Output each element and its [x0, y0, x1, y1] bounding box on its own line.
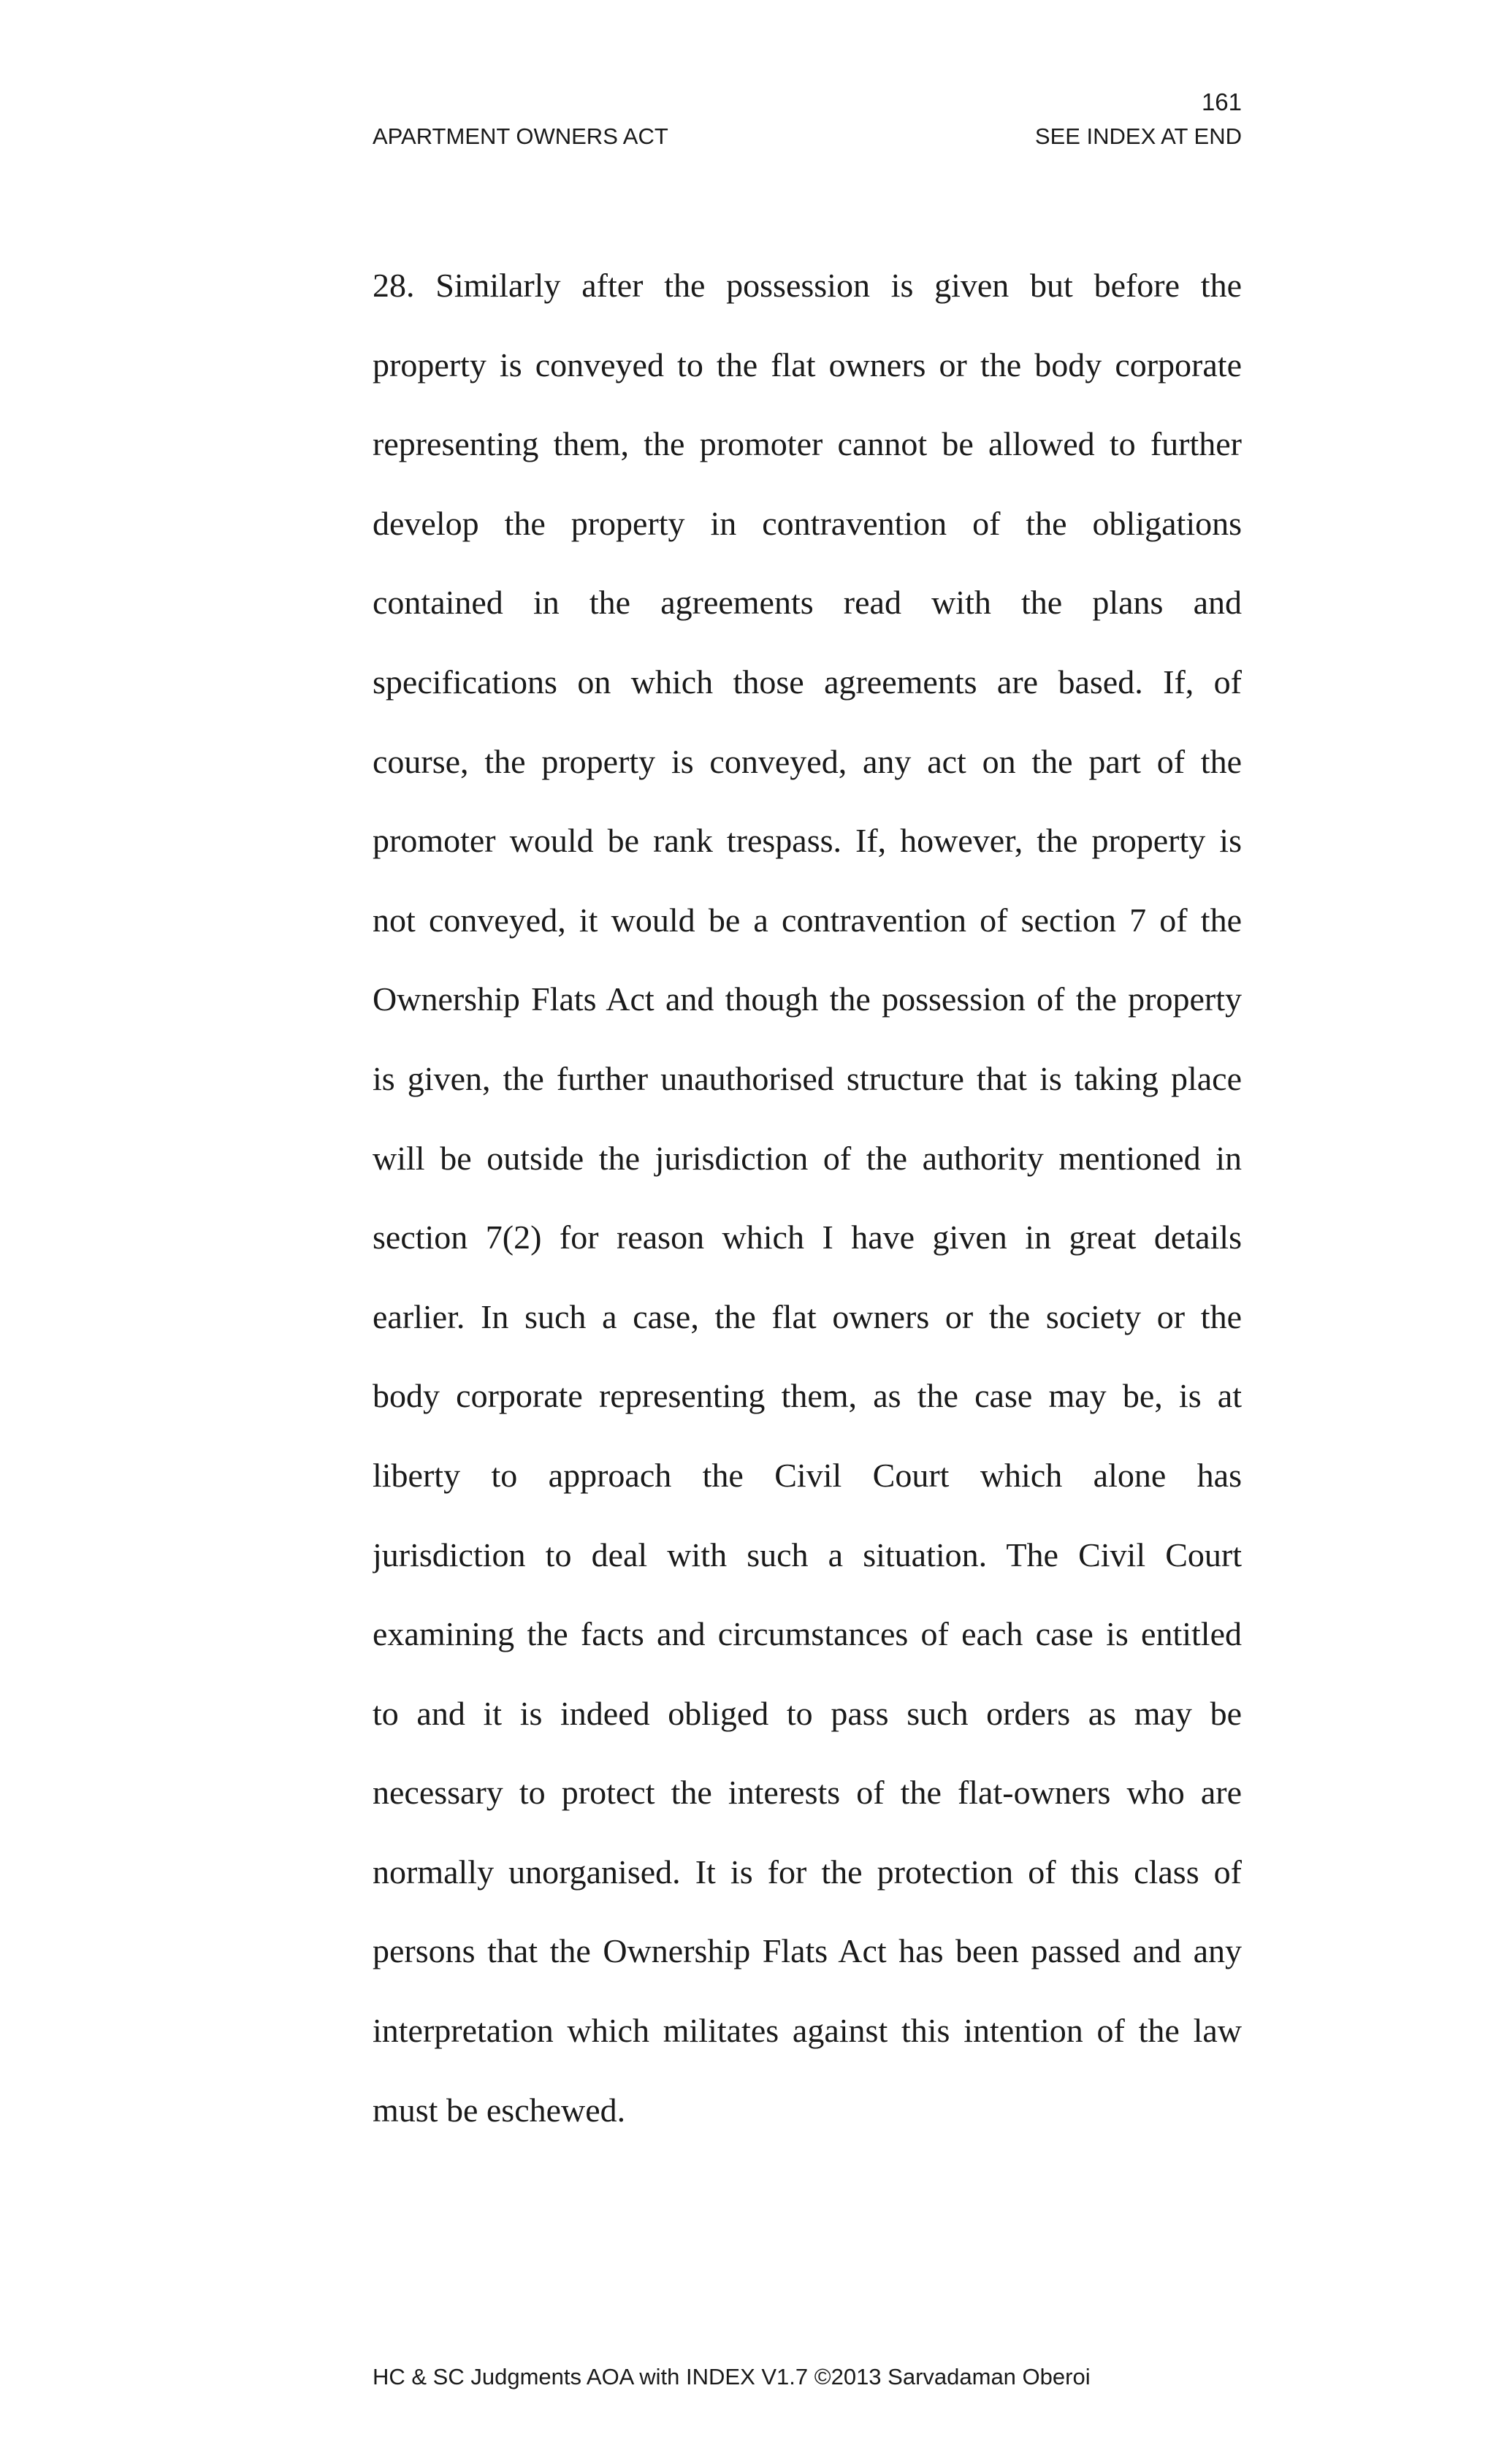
- paragraph-line: necessary to protect the interests of the flat-owners who are: [373, 1774, 1242, 1812]
- paragraph-line: course, the property is conveyed, any act on the part of the: [373, 742, 1242, 780]
- running-header-title: APARTMENT OWNERS ACT: [373, 123, 668, 149]
- paragraph-line: jurisdiction to deal with such a situation. The Civil Court: [373, 1536, 1242, 1574]
- paragraph-line: section 7(2) for reason which I have given in great details: [373, 1218, 1242, 1256]
- paragraph-line: develop the property in contravention of the obligations: [373, 504, 1242, 542]
- running-header-index-note: SEE INDEX AT END: [1034, 123, 1242, 149]
- paragraph-line: property is conveyed to the flat owners or the body corporate: [373, 346, 1242, 384]
- paragraph-line: body corporate representing them, as the case may be, is at: [373, 1377, 1242, 1415]
- paragraph-line: not conveyed, it would be a contravention of section 7 of the: [373, 901, 1242, 939]
- page-number: 161: [1201, 88, 1242, 115]
- paragraph-line: normally unorganised. It is for the protection of this class of: [373, 1853, 1242, 1891]
- paragraph-line: 28. Similarly after the possession is given but before the: [373, 267, 1242, 304]
- paragraph-line: promoter would be rank trespass. If, however, the property is: [373, 822, 1242, 860]
- paragraph-line: liberty to approach the Civil Court which alone has: [373, 1456, 1242, 1494]
- paragraph-line: specifications on which those agreements are based. If, of: [373, 663, 1242, 701]
- paragraph-line: persons that the Ownership Flats Act has been passed and any: [373, 1932, 1242, 1970]
- paragraph-line: will be outside the jurisdiction of the authority mentioned in: [373, 1139, 1242, 1177]
- paragraph-line: to and it is indeed obliged to pass such orders as may be: [373, 1694, 1242, 1732]
- paragraph-line: examining the facts and circumstances of each case is entitled: [373, 1615, 1242, 1653]
- paragraph-line: must be eschewed.: [373, 2091, 626, 2129]
- page-footer: HC & SC Judgments AOA with INDEX V1.7 ©2013 Sarvadaman Oberoi: [373, 2364, 1091, 2389]
- paragraph-28: [373, 260, 1242, 2164]
- paragraph-line: Ownership Flats Act and though the possession of the property: [373, 980, 1242, 1018]
- paragraph-line: representing them, the promoter cannot be allowed to further: [373, 425, 1242, 463]
- paragraph-line: earlier. In such a case, the flat owners or the society or the: [373, 1297, 1242, 1335]
- paragraph-line: is given, the further unauthorised structure that is taking place: [373, 1059, 1242, 1097]
- paragraph-line: contained in the agreements read with the plans and: [373, 584, 1242, 622]
- paragraph-line: interpretation which militates against this intention of the law: [373, 2012, 1242, 2050]
